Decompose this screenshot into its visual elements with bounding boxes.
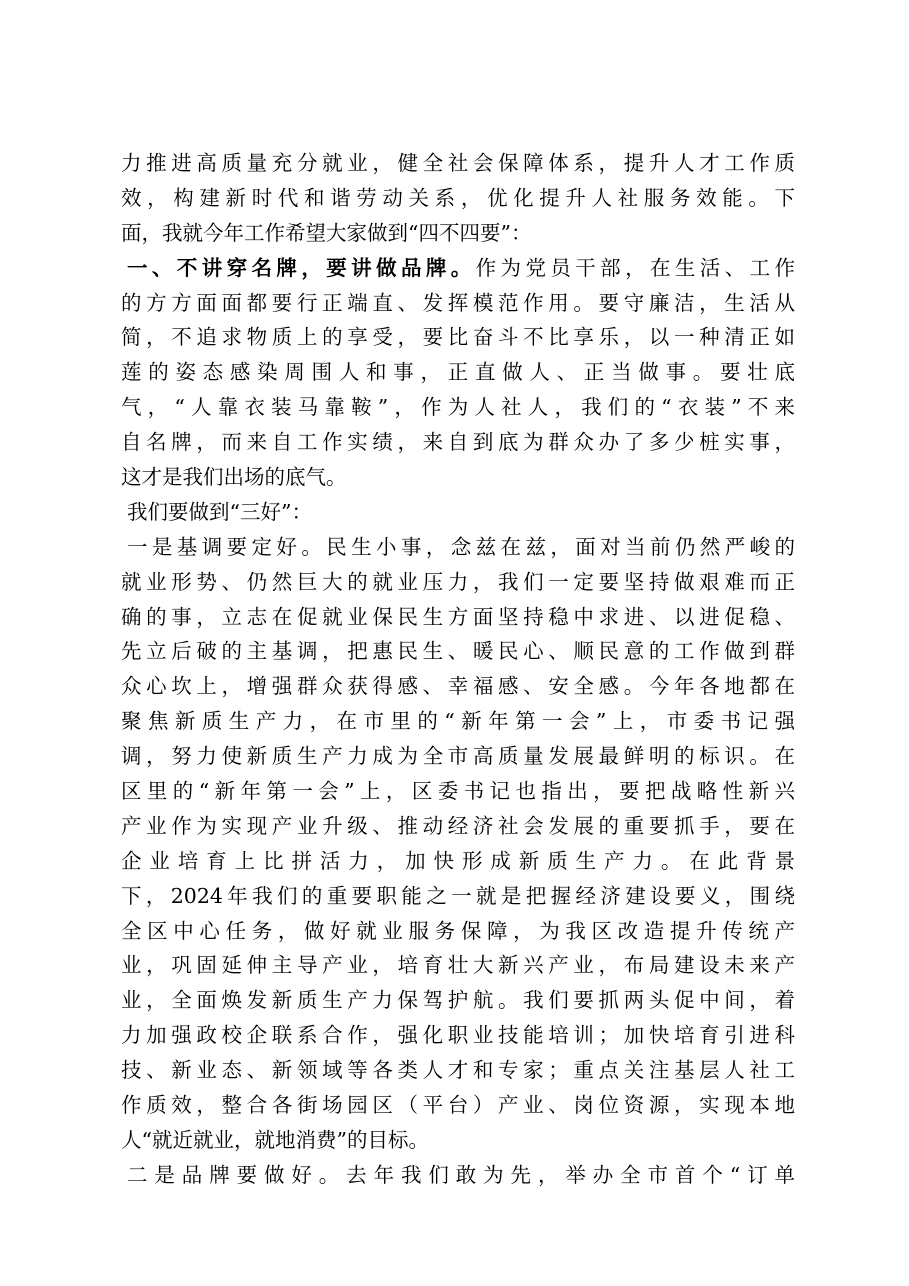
line-text: 气，“人靠衣装马靠鞍”，作为人社人，我们的“衣装”不来 — [121, 395, 795, 420]
text-line — [121, 1158, 795, 1193]
text-line — [121, 146, 795, 181]
line-text: 莲的姿态感染周围人和事，正直做人、正当做事。要壮底 — [121, 360, 795, 385]
text-line — [121, 669, 795, 704]
line-text: 的方方面面都要行正端直、发挥模范作用。要守廉洁，生活从 — [121, 290, 795, 315]
text-line — [121, 774, 795, 809]
line-text: 二是品牌要做好。去年我们敢为先，举办全市首个“订单 — [127, 1162, 795, 1187]
text-line — [121, 565, 795, 600]
line-text: 我们要做到“三好”： — [127, 499, 312, 524]
line-text: 作为党员干部，在生活、工作 — [475, 255, 795, 280]
text-line — [121, 460, 795, 495]
text-line — [121, 600, 795, 635]
line-text: 一是基调要定好。民生小事，念兹在兹，面对当前仍然严峻的 — [127, 534, 795, 559]
text-line — [121, 286, 795, 321]
text-line — [121, 809, 795, 844]
text-line — [121, 251, 795, 286]
line-text: 自名牌，而来自工作实绩，来自到底为群众办了多少桩实事， — [121, 430, 795, 455]
line-text: 简，不追求物质上的享受，要比奋斗不比享乐，以一种清正如 — [121, 325, 795, 350]
line-text: 调，努力使新质生产力成为全市高质量发展最鲜明的标识。在 — [121, 744, 795, 769]
line-text: 力推进高质量充分就业，健全社会保障体系，提升人才工作质 — [121, 151, 795, 175]
line-text: 区里的“新年第一会”上，区委书记也指出，要把战略性新兴 — [121, 779, 795, 804]
text-line — [121, 181, 795, 216]
text-line — [121, 879, 795, 914]
section-heading: 一、不讲穿名牌，要讲做品牌。 — [127, 255, 476, 280]
line-text: 作质效，整合各街场园区（平台）产业、岗位资源，实现本地 — [121, 1093, 795, 1118]
text-line — [121, 1053, 795, 1088]
text-line — [121, 704, 795, 739]
line-text: 技、新业态、新领域等各类人才和专家；重点关注基层人社工 — [121, 1058, 795, 1083]
line-text: 众心坎上，增强群众获得感、幸福感、安全感。今年各地都在 — [121, 674, 795, 699]
line-text: 下，2024年我们的重要职能之一就是把握经济建设要义，围绕 — [121, 883, 795, 908]
line-text: 力加强政校企联系合作，强化职业技能培训；加快培育引进科 — [121, 1023, 795, 1048]
document-page — [121, 146, 795, 1193]
text-line — [121, 1018, 795, 1053]
text-line — [121, 1123, 795, 1158]
line-text: 人“就近就业，就地消费”的目标。 — [121, 1127, 429, 1152]
line-text: 业，全面焕发新质生产力保驾护航。我们要抓两头促中间，着 — [121, 988, 795, 1013]
line-text: 这才是我们出场的底气。 — [121, 465, 347, 490]
line-text: 全区中心任务，做好就业服务保障，为我区改造提升传统产 — [121, 918, 795, 943]
text-line — [121, 530, 795, 565]
text-line — [121, 914, 795, 949]
text-line — [121, 390, 795, 425]
text-line — [121, 948, 795, 983]
text-line — [121, 1088, 795, 1123]
line-text: 面，我就今年工作希望大家做到“四不四要”： — [121, 220, 532, 245]
line-text: 效，构建新时代和谐劳动关系，优化提升人社服务效能。下 — [121, 185, 795, 210]
text-line — [121, 355, 795, 390]
line-text: 产业作为实现产业升级、推动经济社会发展的重要抓手，要在 — [121, 813, 795, 838]
line-text: 业，巩固延伸主导产业，培育壮大新兴产业，布局建设未来产 — [121, 953, 795, 978]
text-line — [121, 739, 795, 774]
text-line — [121, 844, 795, 879]
line-text: 就业形势、仍然巨大的就业压力，我们一定要坚持做艰难而正 — [121, 569, 795, 594]
text-line — [121, 634, 795, 669]
document-body — [121, 146, 795, 1193]
line-text: 聚焦新质生产力，在市里的“新年第一会”上，市委书记强 — [121, 709, 795, 734]
line-text: 确的事，立志在促就业保民生方面坚持稳中求进、以进促稳、 — [121, 604, 795, 629]
text-line — [121, 320, 795, 355]
text-line — [121, 216, 795, 251]
text-line — [121, 983, 795, 1018]
line-text: 先立后破的主基调，把惠民生、暖民心、顺民意的工作做到群 — [121, 639, 795, 664]
text-line — [121, 425, 795, 460]
text-line — [121, 495, 795, 530]
line-text: 企业培育上比拼活力，加快形成新质生产力。在此背景 — [121, 848, 795, 873]
